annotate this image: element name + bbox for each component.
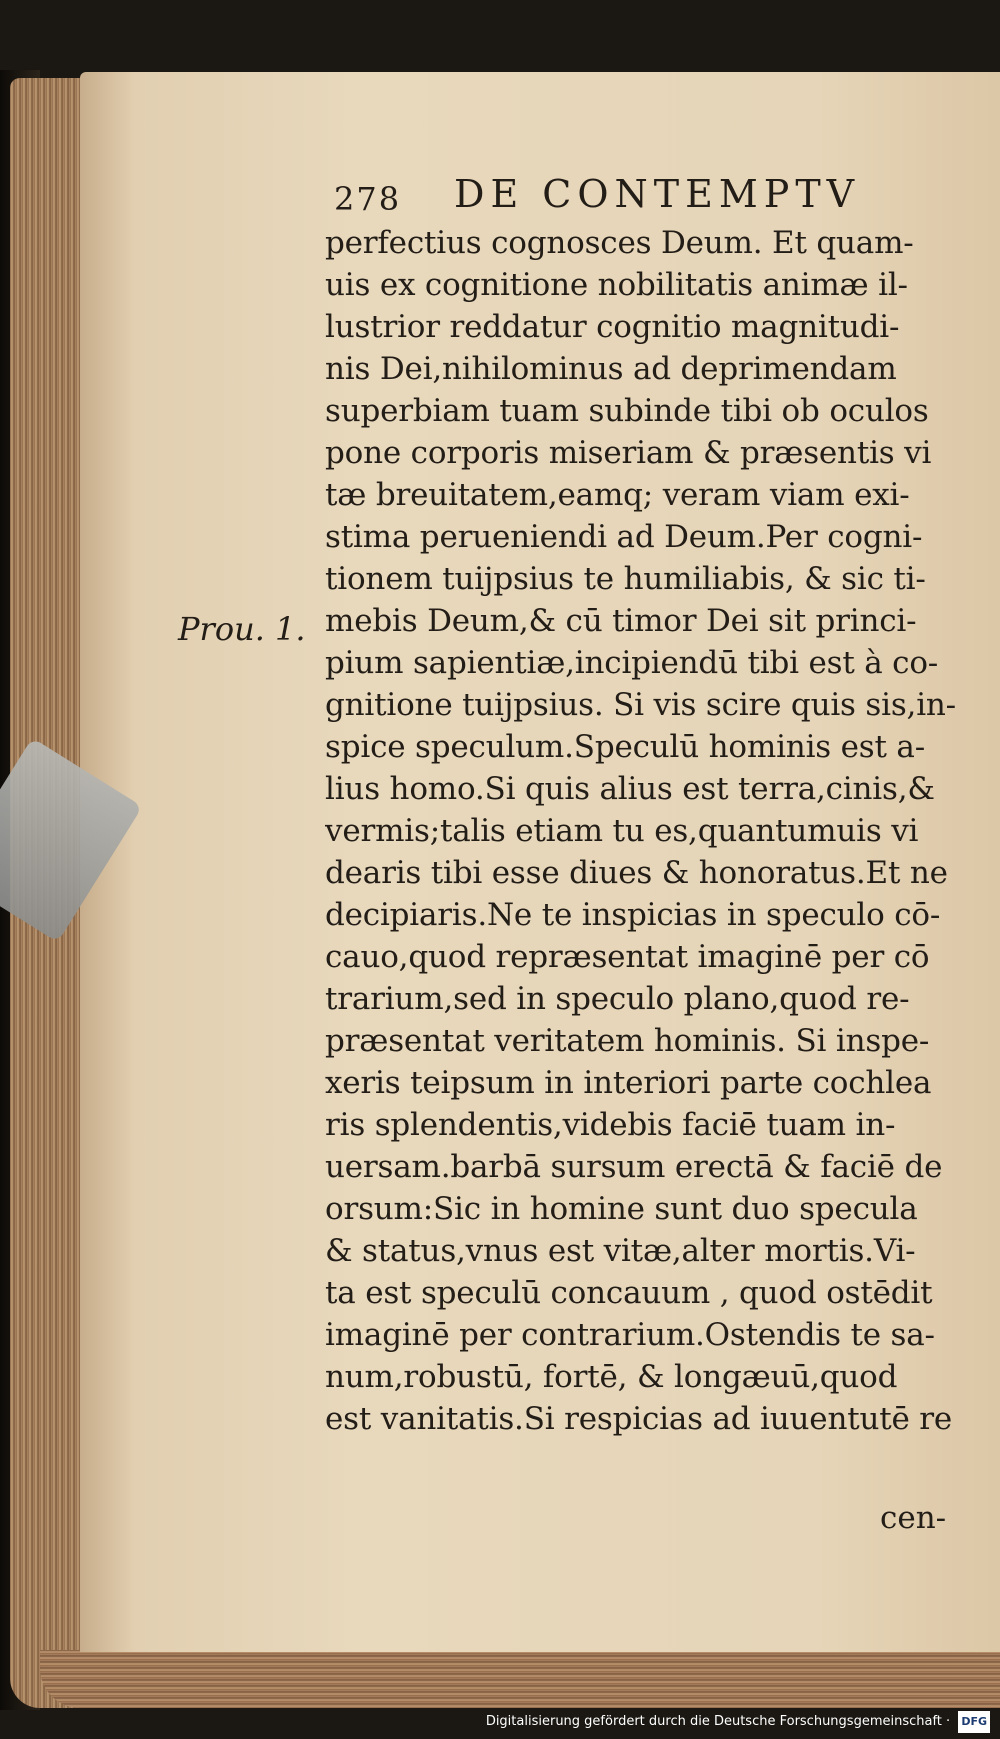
- digitization-footer: [486, 1711, 990, 1733]
- text-line: uis ex cognitione nobilitatis animæ il-: [325, 267, 908, 303]
- text-line: ta est speculū concauum , quod ostēdit: [325, 1275, 933, 1311]
- running-head: DE CONTEMPTV: [454, 172, 861, 216]
- text-line: vermis;talis etiam tu es,quantumuis vi: [325, 813, 919, 849]
- text-line: tionem tuijpsius te humiliabis, & sic ti-: [325, 561, 926, 597]
- text-line: superbiam tuam subinde tibi ob oculos: [325, 393, 929, 429]
- text-line: tæ breuitatem,eamq; veram viam exi-: [325, 477, 910, 513]
- text-line: stima perueniendi ad Deum.Per cogni-: [325, 519, 923, 555]
- footer-text: Digitalisierung gefördert durch die Deutsche Forschungsgemeinschaft ·: [485, 1714, 951, 1729]
- text-line: præsentat veritatem hominis. Si inspe-: [325, 1023, 930, 1059]
- page-edges-bottom: [40, 1650, 1000, 1708]
- text-line: lius homo.Si quis alius est terra,cinis,&: [325, 771, 935, 807]
- text-line: lustrior reddatur cognitio magnitudi-: [325, 309, 900, 345]
- catchword: cen-: [880, 1500, 947, 1536]
- text-line: mebis Deum,& cū timor Dei sit princi-: [325, 603, 917, 639]
- page-number: 278: [334, 180, 402, 218]
- text-line: xeris teipsum in interiori parte cochlea: [325, 1065, 932, 1101]
- page-header: [334, 172, 954, 222]
- text-line: perfectius cognosces Deum. Et quam-: [325, 225, 914, 261]
- text-line: pone corporis miseriam & præsentis vi: [325, 435, 932, 471]
- text-line: est vanitatis.Si respicias ad iuuentutē re: [325, 1401, 953, 1437]
- text-line: decipiaris.Ne te inspicias in speculo cō-: [325, 897, 941, 933]
- text-line: ris splendentis,videbis faciē tuam in-: [325, 1107, 896, 1143]
- text-line: dearis tibi esse diues & honoratus.Et ne: [325, 855, 948, 891]
- text-line: gnitione tuijpsius. Si vis scire quis sis,in-: [325, 687, 956, 723]
- dfg-logo: DFG: [958, 1711, 990, 1733]
- text-line: imaginē per contrarium.Ostendis te sa-: [325, 1317, 935, 1353]
- text-line: cauo,quod repræsentat imaginē per cō: [325, 939, 930, 975]
- text-line: trarium,sed in speculo plano,quod re-: [325, 981, 910, 1017]
- text-line: & status,vnus est vitæ,alter mortis.Vi-: [325, 1233, 916, 1269]
- text-line: nis Dei,nihilominus ad deprimendam: [325, 351, 897, 387]
- text-line: num,robustū, fortē, & longæuū,quod: [325, 1359, 898, 1395]
- text-line: spice speculum.Speculū hominis est a-: [325, 729, 925, 765]
- text-line: orsum:Sic in homine sunt duo specula: [325, 1191, 918, 1227]
- text-line: pium sapientiæ,incipiendū tibi est à co-: [325, 645, 939, 681]
- body-text: [325, 222, 965, 1440]
- margin-note: Prou. 1.: [178, 610, 306, 648]
- text-line: uersam.barbā sursum erectā & faciē de: [325, 1149, 943, 1185]
